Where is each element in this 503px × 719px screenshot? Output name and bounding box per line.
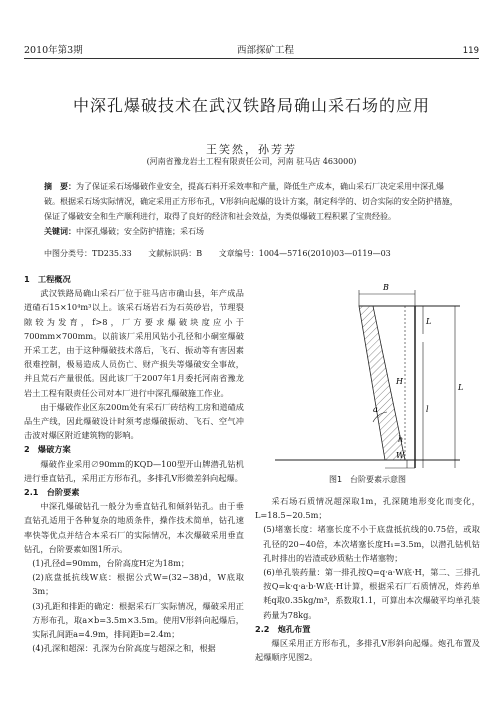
clc-number: 中图分类号：TD235.33: [44, 249, 132, 258]
paragraph: 采石场石质情况超深取1m，孔深随地形变化而变化，L=18.5~20.5m；: [255, 496, 480, 521]
label-h-lower: h: [398, 435, 404, 444]
section-heading: 2.2 炮孔布置: [255, 623, 311, 634]
abstract-label: 摘 要：: [44, 182, 76, 191]
label-h-upper: H: [396, 377, 403, 386]
paragraph: (2)底盘抵抗线W底：根据公式W=(32~38)d，W底取3m；: [32, 572, 244, 597]
keywords-label: 关键词：: [44, 227, 76, 236]
label-b: B: [383, 283, 389, 292]
journal-name: 西部探矿工程: [237, 45, 295, 56]
paragraph: 爆破作业采用∅90mm的KQD—100型开山牌潜孔钻机进行垂直钻孔，采用正方形布孔，多排孔V形微差斜向起爆。: [24, 458, 244, 483]
paragraph: (5)堵塞长度：堵塞长度不小于底盘抵抗线的0.75倍，或取孔径的20~40倍，本次堵塞长度H₁=3.5m，以潜孔钻机钻孔时排出的岩渣或砂质粘土作堵塞物；: [263, 524, 480, 563]
paragraph: 爆区采用正方形布孔，多排孔V形斜向起爆。炮孔布置及起爆顺序见图2。: [255, 638, 480, 663]
page-number: 119: [462, 46, 479, 56]
paper-title: 中深孔爆破技术在武汉铁路局确山采石场的应用: [72, 96, 430, 115]
section-heading: 1 工程概况: [24, 274, 71, 284]
keywords-text: 中深孔爆破；安全防护措施；采石场: [76, 227, 204, 236]
paragraph: 武汉铁路局确山采石厂位于驻马店市确山县，年产成品道碴石15×10⁴m³以上。该采石场岩石为石英砂岩，节理裂隙较为发育，f>8，厂方要求爆破块度应小于700mm×700mm。以前该厂采用风钻小孔径和小硐室爆破开采工艺，由于这种爆破技术落后，飞石、振动等有害因素很难控制，极易造成人员伤亡、财产损失等爆破安全事故，并且荒石产量很低。因此该厂于2007年1月委托河南省豫龙岩土工程有限责任公司对本厂进行中深孔爆破施工作业。: [24, 288, 244, 398]
paragraph: (6)单孔装药量：第一排孔按Q=q·a·W底·H，第二、三排孔按Q=k·q·a·b·W底·H计算，根据采石厂石质情况，炸药单耗q取0.35kg/m³，系数取1.1，可算出本次爆破平均单孔装药量为78kg。: [263, 567, 480, 620]
issue-label: 2010年第3期: [24, 45, 83, 56]
keywords: [44, 224, 459, 239]
paragraph: 中深孔爆破钻孔一般分为垂直钻孔和倾斜钻孔。由于垂直钻孔适用于各种复杂的地质条件，操作技术简单，钻孔速率快等优点并结合本采石厂的实际情况，本次爆破采用垂直钻孔，台阶要素如图1所示。: [24, 501, 244, 554]
figure-caption: 图1 台阶要素示意图: [328, 475, 407, 484]
document-code: 文献标识码：B: [148, 249, 203, 258]
abstract: [44, 179, 459, 224]
article-id: 文章编号：1004—5716(2010)03—0119—03: [218, 249, 391, 258]
right-column: [255, 494, 480, 664]
paragraph: (3)孔距和排距的确定：根据采石厂实际情况，爆破采用正方形布孔，取a×b=3.5m×3.5m。使用V形斜向起爆后，实际孔间距a=4.9m，排间距b=2.4m；: [32, 600, 244, 640]
bench-elements-figure: [255, 272, 480, 472]
label-l-small: l: [426, 405, 429, 414]
label-l-short: L: [426, 317, 432, 326]
paper-authors: 王笑然，孙芳芳: [206, 143, 297, 156]
abstract-text: 为了保证采石场爆破作业安全，提高石料开采效率和产量，降低生产成本，确山采石厂决定采用中深孔爆破。根据采石场实际情况，确定采用正方形布孔，V形斜向起爆的设计方案，制定科学的、切合实际的安全防护措施，保证了爆破安全和生产顺利进行，取得了良好的经济和社会效益，为类似爆破工程积累了宝贵经验。: [44, 182, 458, 221]
paragraph: (4)孔深和超深：孔深为台阶高度与超深之和，根据: [32, 643, 216, 654]
label-w: W: [396, 451, 405, 460]
label-a: a: [373, 405, 378, 414]
paper-affiliation: (河南省豫龙岩土工程有限责任公司，河南 驻马店 463000): [146, 157, 357, 166]
section-heading: 2 爆破方案: [24, 444, 71, 455]
running-header: [24, 42, 479, 59]
article-meta: [44, 248, 405, 259]
section-heading: 2.1 台阶要素: [24, 487, 80, 498]
label-l-right: L: [458, 383, 464, 392]
left-column: [24, 272, 244, 655]
abstract-block: [44, 179, 459, 239]
paragraph: (1)孔径d=90mm，台阶高度H定为18m；: [32, 558, 190, 569]
paragraph: 由于爆破作业区东200m处有采石厂砖结构工房和道碴成品生产线，因此爆破设计时须考虑爆破振动、飞石、空气冲击波对爆区附近建筑物的影响。: [24, 401, 244, 441]
